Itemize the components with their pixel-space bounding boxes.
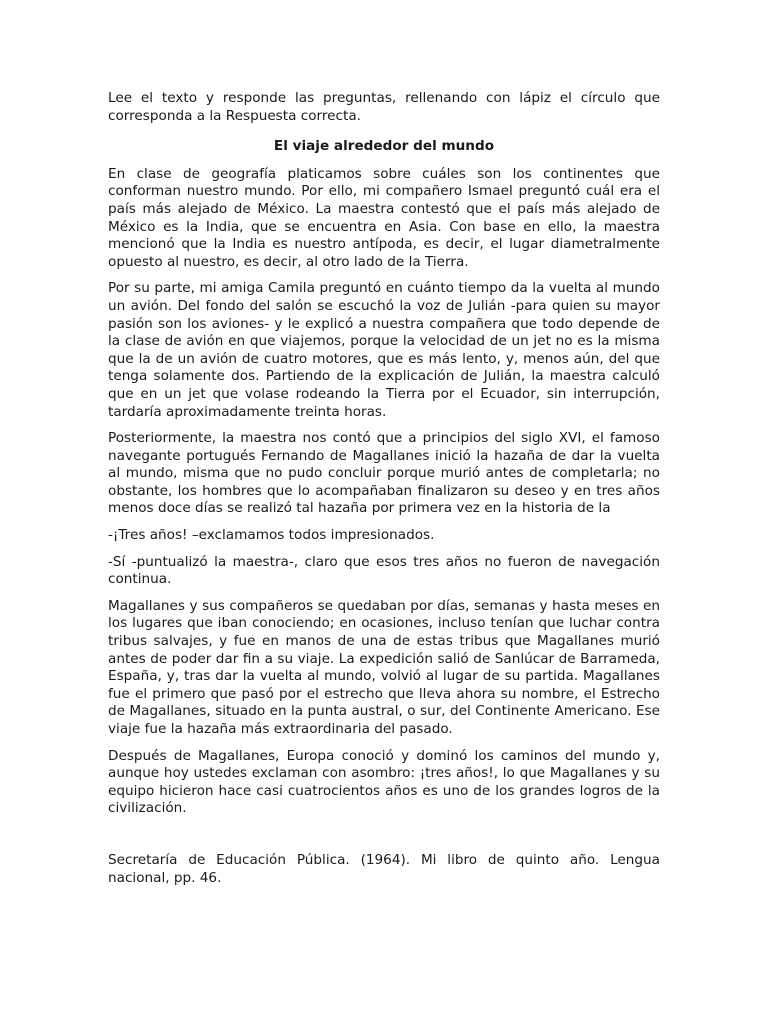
- paragraph: Magallanes y sus compañeros se quedaban por días, semanas y hasta meses en los lugares que iban conociendo; en ocasiones, incluso tenían que luchar contra tribus salvajes, y fue en manos de una de estas tribus que Magallanes murió antes de poder dar fin a su viaje. La expedición salió de Sanlúcar de Barrameda, España, y, tras dar la vuelta al mundo, volvió al lugar de su partida. Magallanes fue el primero que pasó por el estrecho que lleva ahora su nombre, el Estrecho de Magallanes, situado en la punta austral, o sur, del Continente Americano. Ese viaje fue la hazaña más extraordinaria del pasado.: [108, 597, 660, 737]
- paragraph: En clase de geografía platicamos sobre cuáles son los continentes que conforman nuestro mundo. Por ello, mi compañero Ismael preguntó cuál era el país más alejado de México. La maestra contestó que el país más alejado de México es la India, que se encuentra en Asia. Con base en ello, la maestra mencionó que la India es nuestro antípoda, es decir, el lugar diametralmente opuesto al nuestro, es decir, al otro lado de la Tierra.: [108, 165, 660, 270]
- paragraph: Posteriormente, la maestra nos contó que a principios del siglo XVI, el famoso navegante portugués Fernando de Magallanes inició la hazaña de dar la vuelta al mundo, misma que no pudo concluir porque murió antes de completarla; no obstante, los hombres que lo acompañaban finalizaron su deseo y en tres años menos doce días se realizó tal hazaña por primera vez en la historia de la: [108, 430, 660, 517]
- paragraph: Después de Magallanes, Europa conoció y dominó los caminos del mundo y, aunque hoy ustedes exclaman con asombro: ¡tres años!, lo que Magallanes y su equipo hicieron hace casi cuatrocientos años es uno de los grandes logros de la civilización.: [108, 747, 660, 817]
- document-title: El viaje alrededor del mundo: [273, 138, 495, 155]
- source-citation: Secretaría de Educación Pública. (1964). Mi libro de quinto año. Lengua nacional, pp. 46.: [108, 851, 660, 886]
- dialogue-line: -¡Tres años! –exclamamos todos impresionados.: [108, 527, 435, 544]
- paragraph: Por su parte, mi amiga Camila preguntó en cuánto tiempo da la vuelta al mundo un avión. Del fondo del salón se escuchó la voz de Julián -para quien su mayor pasión son los aviones- y le explicó a nuestra compañera que todo depende de la clase de avión en que viajemos, porque la velocidad de un jet no es la misma que la de un avión de cuatro motores, que es más lento, y, menos aún, del que tenga solamente dos. Partiendo de la explicación de Julián, la maestra calculó que en un jet que volase rodeando la Tierra por el Ecuador, sin interrupción, tardaría aproximadamente treinta horas.: [108, 280, 660, 420]
- instructions-text: Lee el texto y responde las preguntas, rellenando con lápiz el círculo que corresponda a la Respuesta correcta.: [108, 90, 660, 124]
- dialogue-line: -Sí -puntualizó la maestra-, claro que esos tres años no fueron de navegación continua.: [108, 553, 660, 588]
